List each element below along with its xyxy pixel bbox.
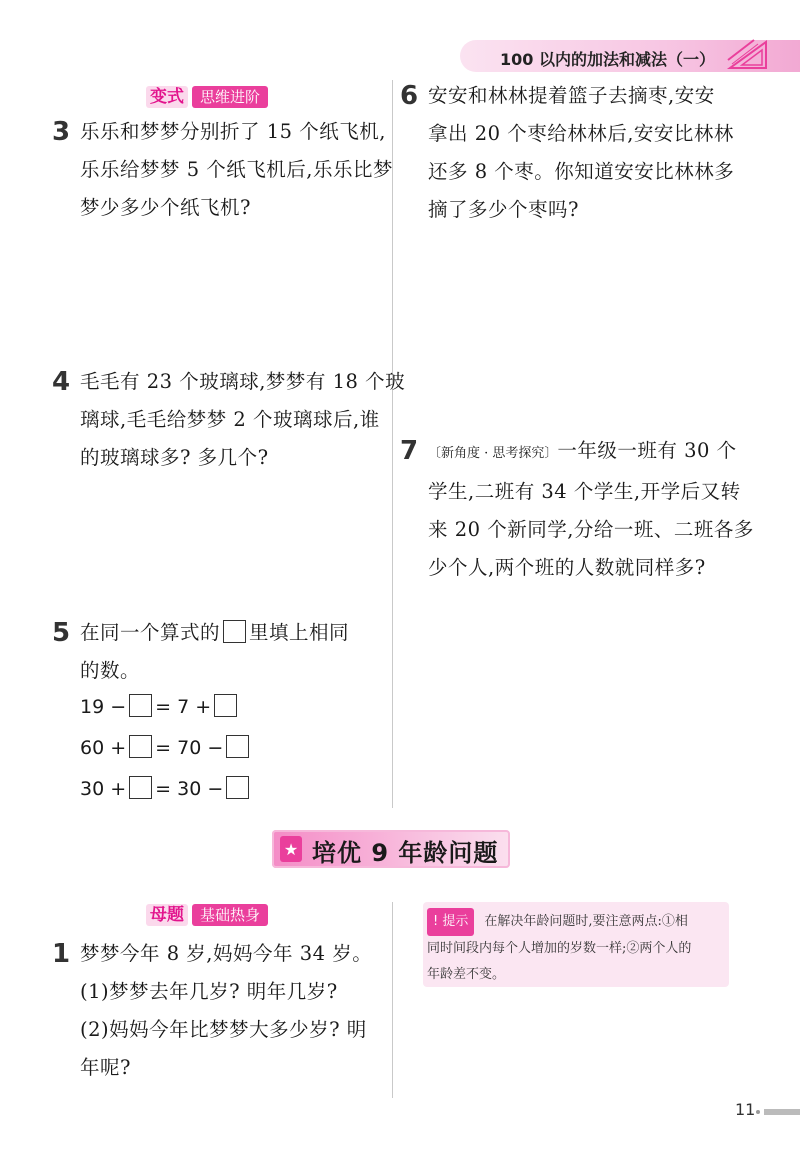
answer-box[interactable] [214, 694, 237, 717]
question-line: 少个人,两个班的人数就同样多? [428, 556, 706, 579]
question-line: (1)梦梦去年几岁? 明年几岁? [80, 980, 338, 1003]
question-number: 5 [52, 618, 71, 648]
eq-right: = 70 − [155, 737, 224, 759]
eq-left: 19 − [80, 696, 127, 718]
tag-sub-label: 基础热身 [192, 904, 268, 926]
answer-box[interactable] [226, 776, 249, 799]
section-tag-variant [146, 84, 268, 110]
tag-main-label: 母题 [146, 904, 188, 926]
question-line: 拿出 20 个枣给林林后,安安比林林 [428, 122, 734, 145]
hint-label-text: 提示 [442, 914, 469, 929]
equation-row-1 [80, 694, 240, 718]
hint-line: 年龄差不变。 [427, 967, 506, 982]
answer-box[interactable] [129, 694, 152, 717]
tag-sub-label: 思维进阶 [192, 86, 268, 108]
column-divider-bottom [392, 902, 393, 1098]
chapter-title: 100 以内的加法和减法（一） [500, 50, 715, 69]
footer-bar [764, 1109, 800, 1115]
question-line [80, 614, 349, 652]
equation-row-2 [80, 735, 252, 759]
question-line: 梦梦今年 8 岁,妈妈今年 34 岁。 [80, 942, 373, 965]
question-line: 乐乐给梦梦 5 个纸飞机后,乐乐比梦 [80, 158, 394, 181]
set-square-ruler-icon [726, 38, 770, 72]
question-line: 还多 8 个枣。你知道安安比林林多 [428, 160, 735, 183]
new-angle-tag: 〔新角度 · 思考探究〕 [428, 446, 558, 461]
hint-box [423, 902, 729, 987]
eq-left: 30 + [80, 778, 127, 800]
question-line: 年呢? [80, 1056, 131, 1079]
question-line: 的数。 [80, 659, 141, 682]
page-number: 11 [735, 1100, 756, 1119]
question-line: 来 20 个新同学,分给一班、二班各多 [428, 518, 754, 541]
eq-right: = 30 − [155, 778, 224, 800]
hint-line: 同时间段内每个人增加的岁数一样;②两个人的 [427, 941, 692, 956]
question-number: 4 [52, 367, 71, 397]
hint-line-text: 在解决年龄问题时,要注意两点:①相 [484, 914, 688, 929]
question-7-text [428, 432, 754, 587]
question-1-text [80, 935, 372, 1087]
equation-row-3 [80, 776, 252, 800]
question-line: 的玻璃球多? 多几个? [80, 446, 269, 469]
footer-dot [756, 1110, 760, 1114]
hint-label: ! 提示 [427, 908, 474, 936]
answer-box[interactable] [226, 735, 249, 758]
eq-left: 60 + [80, 737, 127, 759]
section-banner-title: 培优 9 年龄问题 [312, 839, 499, 867]
question-3-text [80, 113, 393, 227]
question-line: (2)妈妈今年比梦梦大多少岁? 明 [80, 1018, 367, 1041]
question-text-part: 在同一个算式的 [80, 621, 221, 644]
answer-box[interactable] [129, 776, 152, 799]
question-line: 安安和林林提着篮子去摘枣,安安 [428, 84, 715, 107]
question-number: 1 [52, 939, 71, 969]
question-6-text [428, 77, 734, 229]
hint-line [427, 908, 725, 936]
question-number: 6 [400, 81, 419, 111]
answer-box[interactable] [129, 735, 152, 758]
tag-main-label: 变式 [146, 86, 188, 108]
question-text-part: 里填上相同 [249, 621, 350, 644]
question-5-text [80, 614, 349, 690]
question-line: 乐乐和梦梦分别折了 15 个纸飞机, [80, 120, 386, 143]
answer-box-legend [223, 620, 246, 643]
star-icon: ★ [280, 836, 302, 862]
section-banner [272, 830, 510, 868]
question-line [428, 432, 754, 473]
question-line: 摘了多少个枣吗? [428, 198, 579, 221]
question-line: 学生,二班有 34 个学生,开学后又转 [428, 480, 741, 503]
question-number: 3 [52, 117, 71, 147]
question-line: 璃球,毛毛给梦梦 2 个玻璃球后,谁 [80, 408, 380, 431]
question-number: 7 [400, 436, 419, 466]
eq-right: = 7 + [155, 696, 212, 718]
question-4-text [80, 363, 405, 477]
hint-text [427, 908, 725, 988]
question-line: 梦少多少个纸飞机? [80, 196, 251, 219]
question-line: 毛毛有 23 个玻璃球,梦梦有 18 个玻 [80, 370, 406, 393]
section-tag-base [146, 902, 268, 928]
question-text-part: 一年级一班有 30 个 [557, 439, 737, 462]
